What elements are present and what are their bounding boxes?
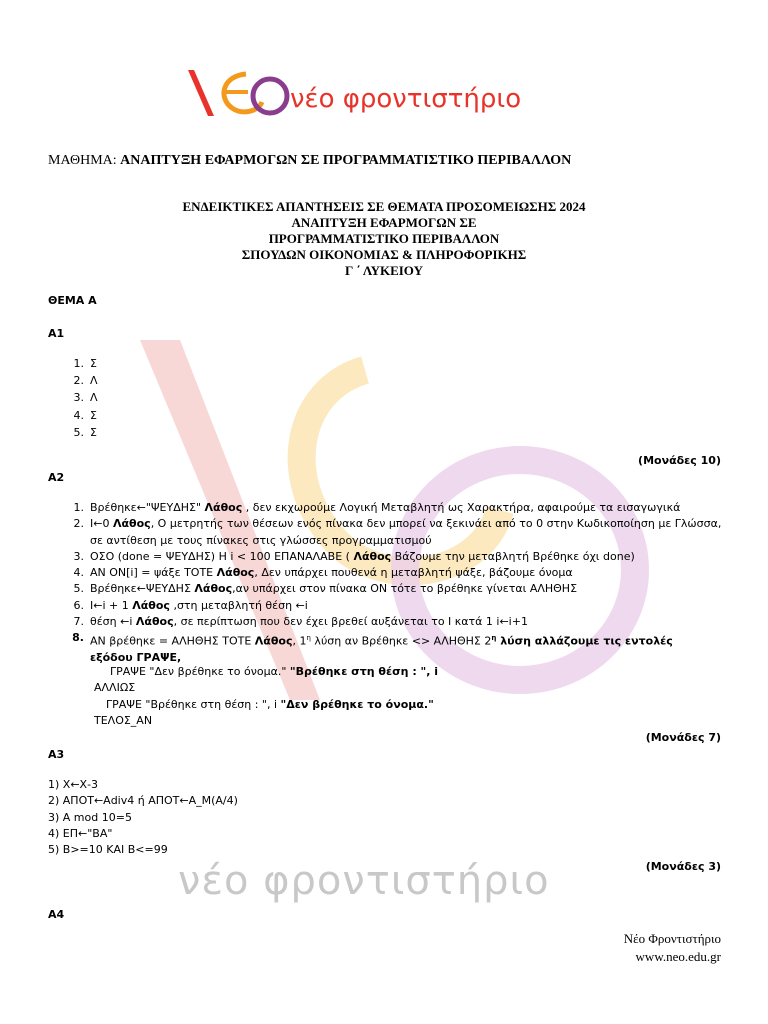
a2-list bbox=[66, 500, 726, 667]
list-item: 1. Σ bbox=[73, 357, 97, 370]
list-item: 7. θέση ←i Λάθος, σε περίπτωση που δεν έχει βρεθεί αυξάνεται το Ι κατά 1 i←i+1 bbox=[73, 615, 528, 629]
code-line: ΑΛΛΙΩΣ bbox=[94, 681, 136, 695]
title-line: ΠΡΟΓΡΑΜΜΑΤΙΣΤΙΚΟ ΠΕΡΙΒΑΛΛΟΝ bbox=[268, 231, 500, 246]
list-item: 8. ΑΝ βρέθηκε = ΑΛΗΘΗΣ ΤΟΤΕ Λάθος, $1^\eta$ λύση αν Βρέθηκε <> ΑΛΗΘΗΣ $2^\eta$ λύση αλλάζουμε τις εντολές εξόδου ΓΡΑΨΕ, bbox=[72, 631, 673, 665]
code-line: ΓΡΑΨΕ "Βρέθηκε στη θέση : ", i "Δεν βρέθηκε το όνομα." bbox=[106, 697, 434, 711]
a4-heading: Α4 bbox=[48, 908, 65, 921]
list-item: 4. ΑΝ ΟΝ[i] = ψάξε ΤΟΤΕ Λάθος, Δεν υπάρχει πουθενά η μεταβλητή ψάξε, βάζουμε όνομα bbox=[73, 566, 573, 580]
list-item: 5. Σ bbox=[73, 425, 97, 439]
list-item: 3. Λ bbox=[73, 391, 98, 405]
footer-url[interactable]: www.neo.edu.gr bbox=[635, 949, 721, 964]
answer-line: 1) Χ←Χ-3 bbox=[48, 778, 99, 791]
a1-marks: (Μονάδες 10) bbox=[638, 454, 721, 467]
a3-heading: Α3 bbox=[48, 748, 65, 761]
subject-prefix: ΜΑΘΗΜΑ: bbox=[48, 153, 121, 168]
answer-line: 4) ΕΠ←"ΒΑ" bbox=[48, 826, 113, 840]
list-item: 3. ΟΣΟ (done = ΨΕΥΔΗΣ) Η i < 100 ΕΠΑΝΑΛΑΒΕ ( Λάθος Βάζουμε την μεταβλητή Βρέθηκε όχι done) bbox=[73, 549, 635, 563]
code-line: ΓΡΑΨΕ "Δεν βρέθηκε το όνομα." "Βρέθηκε στη θέση : ", i bbox=[110, 665, 439, 678]
code-block bbox=[94, 664, 438, 729]
a2-heading: Α2 bbox=[48, 471, 65, 484]
answer-line: 5) Β>=10 ΚΑΙ Β<=99 bbox=[48, 843, 168, 857]
a1-heading: Α1 bbox=[48, 327, 65, 340]
title-line: ΣΠΟΥΔΩΝ ΟΙΚΟΝΟΜΙΑΣ & ΠΛΗΡΟΦΟΡΙΚΗΣ bbox=[241, 247, 527, 262]
list-item: 2. Ι←0 Λάθος, Ο μετρητής των θέσεων ενός πίνακα δεν μπορεί να ξεκινάει από το 0 στην Κωδικοποίηση με Γλώσσα, σε αντίθεση με τους πίνακες στις γλώσσες προγραμματισμού bbox=[73, 517, 722, 547]
watermark-text: νέο φροντιστήριο bbox=[178, 858, 550, 904]
title-line: ΕΝΔΕΙΚΤΙΚΕΣ ΑΠΑΝΤΗΣΕΙΣ ΣΕ ΘΕΜΑΤΑ ΠΡΟΣΟΜΕΙΩΣΗΣ 2024 bbox=[182, 199, 586, 214]
list-item: 6. Ι←i + 1 Λάθος ,στη μεταβλητή θέση ←i bbox=[73, 598, 308, 612]
list-item: 1. Βρέθηκε←"ΨΕΥΔΗΣ" Λάθος , δεν εκχωρούμε Λογική Μεταβλητή ως Χαρακτήρα, αφαιρούμε τα εισαγωγικά bbox=[73, 501, 681, 514]
answer-line: 2) ΑΠΟΤ←Αdiv4 ή ΑΠΟΤ←Α_Μ(Α/4) bbox=[48, 794, 238, 808]
a1-list bbox=[66, 355, 466, 441]
footer bbox=[624, 930, 721, 966]
answer-line: 3) Α mod 10=5 bbox=[48, 810, 132, 824]
list-item: 4. Σ bbox=[73, 408, 97, 422]
subject-name: ΑΝΑΠΤΥΞΗ ΕΦΑΡΜΟΓΩΝ ΣΕ ΠΡΟΓΡΑΜΜΑΤΙΣΤΙΚΟ ΠΕΡΙΒΑΛΛΟΝ bbox=[120, 153, 572, 168]
list-item: 5. Βρέθηκε←ΨΕΥΔΗΣ Λάθος,αν υπάρχει στον πίνακα ΟΝ τότε το βρέθηκε γίνεται ΑΛΗΘΗΣ bbox=[73, 582, 578, 596]
list-item: 2. Λ bbox=[73, 374, 98, 388]
title-line: ΑΝΑΠΤΥΞΗ ΕΦΑΡΜΟΓΩΝ ΣΕ bbox=[291, 215, 477, 230]
code-line: ΤΕΛΟΣ_ΑΝ bbox=[94, 713, 153, 727]
section-heading: ΘΕΜΑ Α bbox=[48, 294, 97, 307]
a2-marks: (Μονάδες 7) bbox=[645, 731, 721, 744]
footer-name: Νέο Φροντιστήριο bbox=[623, 931, 721, 946]
a3-answers bbox=[48, 777, 238, 858]
subject-line bbox=[48, 153, 571, 169]
a3-marks: (Μονάδες 3) bbox=[645, 860, 721, 873]
title-line: Γ ΄ ΛΥΚΕΙΟΥ bbox=[345, 263, 423, 278]
document-title bbox=[0, 199, 768, 279]
logo-wordmark: νέο φροντιστήριο bbox=[290, 84, 522, 114]
